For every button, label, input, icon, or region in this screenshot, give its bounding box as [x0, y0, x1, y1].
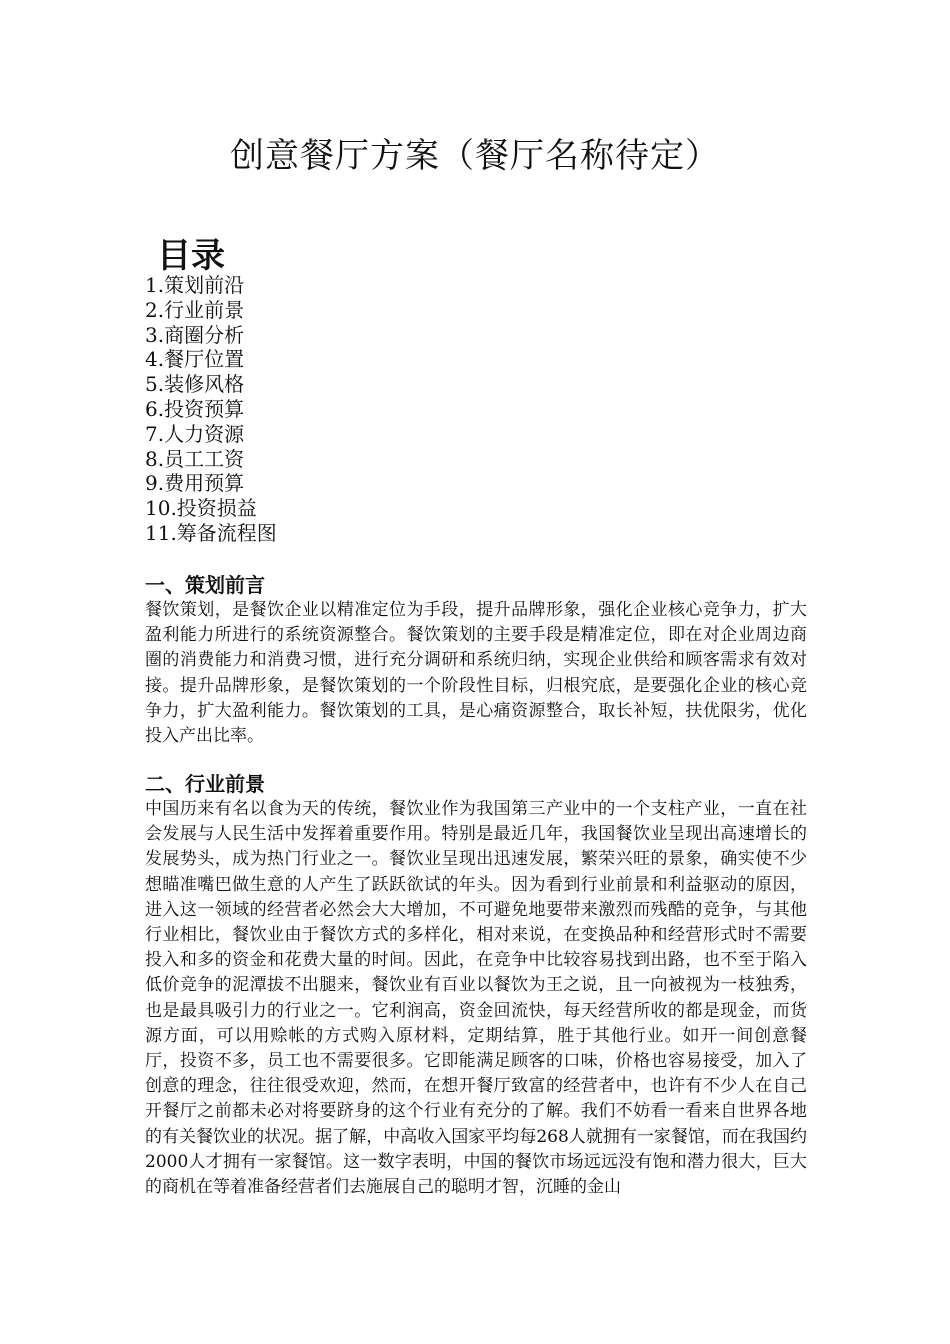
section-heading: 二、行业前景 — [145, 772, 265, 796]
toc-item: 5.装修风格 — [145, 372, 245, 397]
table-of-contents — [145, 273, 277, 546]
toc-item: 8.员工工资 — [145, 446, 245, 471]
toc-item: 9.费用预算 — [145, 471, 245, 496]
toc-item: 3.商圈分析 — [145, 322, 245, 347]
section-planning-preface — [145, 572, 807, 749]
toc-heading: 目录 — [157, 236, 225, 276]
toc-item: 2.行业前景 — [145, 297, 245, 322]
toc-item: 4.餐厅位置 — [145, 347, 245, 372]
document-title: 创意餐厅方案（餐厅名称待定） — [230, 136, 720, 176]
section-heading: 一、策划前言 — [145, 573, 265, 597]
section-industry-outlook — [145, 771, 807, 1200]
toc-item: 7.人力资源 — [145, 421, 245, 446]
section-body: 餐饮策划，是餐饮企业以精准定位为手段，提升品牌形象，强化企业核心竞争力，扩大盈利能力所进行的系统资源整合。餐饮策划的主要手段是精准定位，即在对企业周边商圈的消费能力和消费习惯，进行充分调研和系统归纳，实现企业供给和顾客需求有效对接。提升品牌形象，是餐饮策划的一个阶段性目标，归根究底，是要强化企业的核心竞争力，扩大盈利能力。餐饮策划的工具，是心痛资源整合，取长补短，扶优限劣，优化投入产出比率。 — [145, 600, 807, 747]
toc-item: 10.投资损益 — [145, 496, 257, 521]
section-body: 中国历来有名以食为天的传统，餐饮业作为我国第三产业中的一个支柱产业，一直在社会发展与人民生活中发挥着重要作用。特别是最近几年，我国餐饮业呈现出高速增长的发展势头，成为热门行业之一。餐饮业呈现出迅速发展，繁荣兴旺的景象，确实使不少想瞄准嘴巴做生意的人产生了跃跃欲试的年头。因为看到行业前景和利益驱动的原因，进入这一领域的经营者必然会大大增加，不可避免地要带来激烈而残酷的竞争，与其他行业相比，餐饮业由于餐饮方式的多样化，相对来说，在变换品种和经营形式时不需要投入和多的资金和花费大量的时间。因此，在竞争中比较容易找到出路，也不至于陷入低价竞争的泥潭拔不出腿来，餐饮业有百业以餐饮为王之说，且一向被视为一枝独秀，也是最具吸引力的行业之一。它利润高，资金回流快，每天经营所收的都是现金，而货源方面，可以用赊帐的方式购入原材料，定期结算，胜于其他行业。如开一间创意餐厅，投资不多，员工也不需要很多。它即能满足顾客的口味，价格也容易接受，加入了创意的理念，往往很受欢迎，然而，在想开餐厅致富的经营者中，也许有不少人在自己开餐厅之前都未必对将要跻身的这个行业有充分的了解。我们不妨看一看来自世界各地的有关餐饮业的状况。据了解，中高收入国家平均每268人就拥有一家餐馆，而在我国约2000人才拥有一家餐馆。这一数字表明，中国的餐饮市场远远没有饱和潜力很大，巨大的商机在等着准备经营者们去施展自己的聪明才智，沉睡的金山 — [145, 799, 807, 1198]
toc-item: 11.筹备流程图 — [145, 520, 277, 545]
toc-item: 6.投资预算 — [145, 396, 245, 421]
toc-item: 1.策划前沿 — [145, 273, 245, 297]
